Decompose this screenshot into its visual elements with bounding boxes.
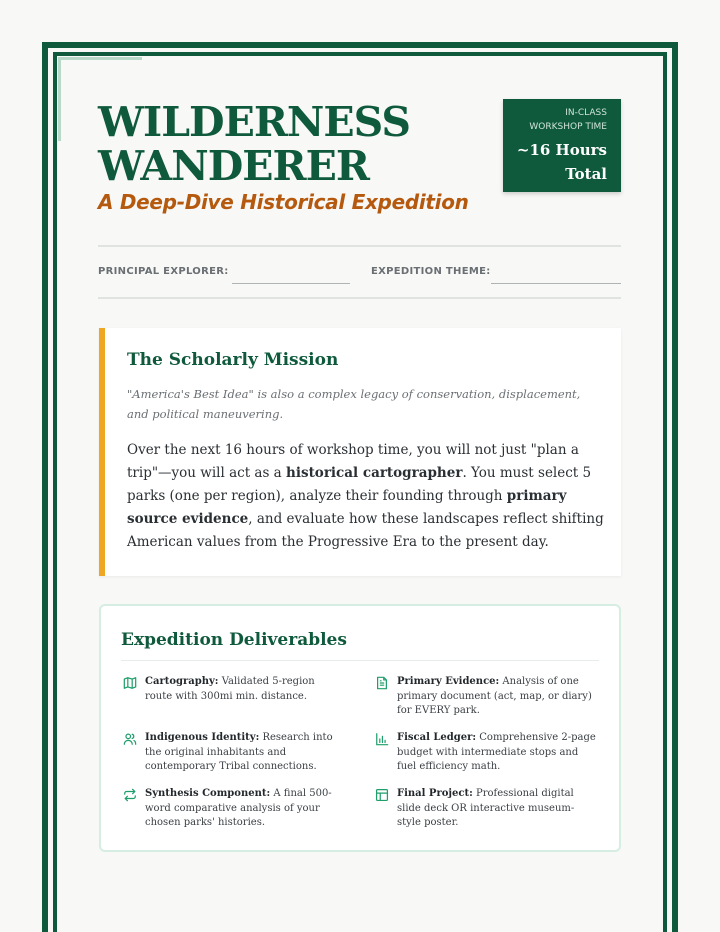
mission-body-bold-1: historical cartographer xyxy=(286,465,463,481)
document-icon xyxy=(375,676,389,690)
mission-body-part-3: , and evaluate how these landscapes reflect shifting American values from the Progressive Era to the present day. xyxy=(127,511,604,550)
mission-body-bold-2: primary source evidence xyxy=(127,488,567,527)
deliverable-text: Professional digital slide deck OR interactive museum-style poster. xyxy=(397,788,575,828)
repeat-icon xyxy=(123,788,137,802)
deliverable-text: Comprehensive 2-page budget with intermediate stops and fuel efficiency math. xyxy=(397,732,596,772)
theme-input-line[interactable] xyxy=(491,283,621,284)
map-icon xyxy=(123,676,137,690)
mission-body-part-2: . You must select 5 parks (one per region), analyze their founding through xyxy=(127,465,592,504)
deliverable-text: A final 500-word comparative analysis of your chosen parks' histories. xyxy=(145,788,332,828)
deliverables-card xyxy=(99,604,621,852)
explorer-label: PRINCIPAL EXPLORER: xyxy=(98,266,229,277)
users-icon xyxy=(123,732,137,746)
deliverable-label: Synthesis Component: xyxy=(145,788,271,799)
time-value-line-2: Total xyxy=(565,165,607,183)
title-line-1: WILDERNESS xyxy=(98,98,410,146)
time-value xyxy=(513,138,607,186)
time-label-line-1: IN-CLASS xyxy=(565,108,607,118)
title-line-2: WANDERER xyxy=(98,142,369,190)
mission-body xyxy=(127,439,607,554)
time-label-line-2: WORKSHOP TIME xyxy=(529,122,607,132)
header-divider-top xyxy=(98,245,621,247)
time-value-line-1: ~16 Hours xyxy=(516,141,607,159)
deliverable-text: Validated 5-region route with 300mi min. distance. xyxy=(145,676,315,702)
bar-chart-icon xyxy=(375,732,389,746)
mission-card xyxy=(99,328,621,576)
page-subtitle: A Deep-Dive Historical Expedition xyxy=(98,190,469,214)
deliverables-divider xyxy=(121,660,599,661)
layout-icon xyxy=(375,788,389,802)
page-title xyxy=(98,100,458,188)
deliverable-label: Primary Evidence: xyxy=(397,676,500,687)
workshop-time-badge xyxy=(503,99,621,192)
deliverable-label: Final Project: xyxy=(397,788,473,799)
mission-title: The Scholarly Mission xyxy=(127,350,339,370)
deliverable-label: Indigenous Identity: xyxy=(145,732,260,743)
deliverables-title: Expedition Deliverables xyxy=(121,630,347,650)
deliverable-text: Analysis of one primary document (act, map, or diary) for EVERY park. xyxy=(397,676,592,716)
header-divider-bottom xyxy=(98,297,621,299)
theme-label: EXPEDITION THEME: xyxy=(371,266,491,277)
deliverable-text: Research into the original inhabitants and contemporary Tribal connections. xyxy=(145,732,333,772)
deliverable-label: Cartography: xyxy=(145,676,219,687)
deliverable-label: Fiscal Ledger: xyxy=(397,732,477,743)
mission-quote: "America's Best Idea" is also a complex legacy of conservation, displacement, and political maneuvering. xyxy=(127,387,581,421)
mission-body-part-1: Over the next 16 hours of workshop time, you will not just "plan a trip"—you will act as a xyxy=(127,442,579,481)
explorer-input-line[interactable] xyxy=(232,283,350,284)
